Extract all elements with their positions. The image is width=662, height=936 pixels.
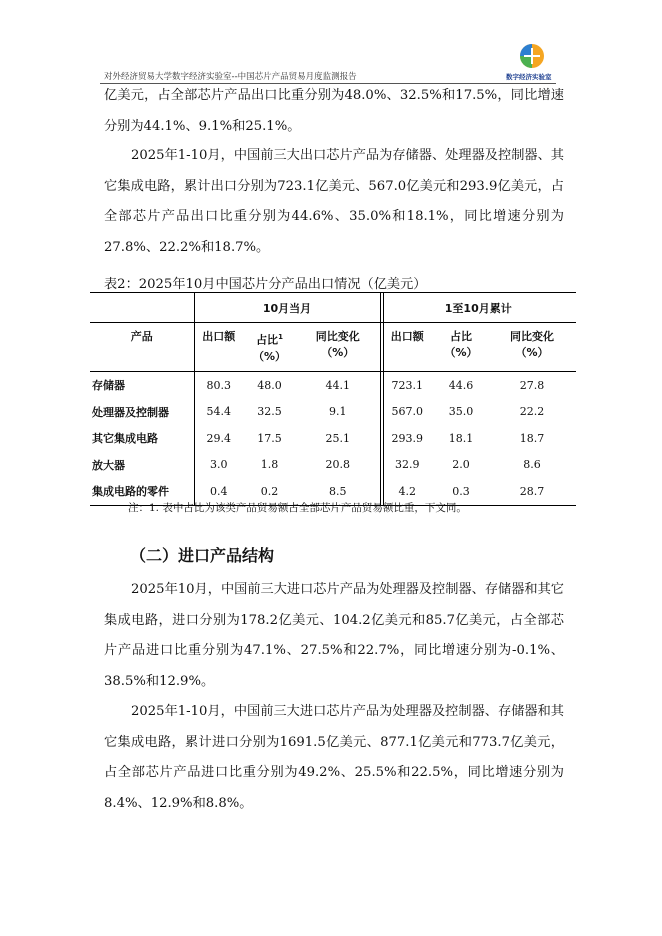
lab-logo-text: 数字经济实验室: [506, 73, 552, 81]
paragraph-export-cumulative: 2025年1-10月，中国前三大出口芯片产品为存储器、处理器及控制器、其它集成电路，累计出口分别为723.1亿美元、567.0亿美元和293.9亿美元，占全部芯片产品出口比重分别为44.6%、35.0%和18.1%，同比增速分别为27.8%、22.2%和18.7%。: [104, 148, 564, 255]
group-header-month: 10月当月: [194, 293, 380, 323]
table-header-blank: [90, 293, 194, 323]
export-table: [90, 292, 576, 506]
table-caption: 表2：2025年10月中国芯片分产品出口情况（亿美元）: [104, 277, 427, 292]
table-row: 存储器 80.3 48.0 44.1 723.1 44.6 27.8: [90, 372, 576, 399]
group-header-cumulative: 1至10月累计: [380, 293, 576, 323]
table-row: 其它集成电路 29.4 17.5 25.1 293.9 18.1 18.7: [90, 425, 576, 452]
table-note: 注：1. 表中占比为该类产品贸易额占全部芯片产品贸易额比重，下文同。: [128, 502, 467, 514]
report-header-title: 对外经济贸易大学数字经济实验室--中国芯片产品贸易月度监测报告: [104, 72, 357, 82]
col-header-yoy: 同比变化 （%）: [296, 323, 380, 372]
table-row: 处理器及控制器 54.4 32.5 9.1 567.0 35.0 22.2: [90, 399, 576, 426]
table-row: 集成电路的零件 0.4 0.2 8.5 4.2 0.3 28.7: [90, 478, 576, 505]
col-header-share: 占比$^1$ （%）: [243, 323, 296, 372]
col-header-export: 出口额: [194, 323, 243, 372]
paragraph-import-month: 2025年10月，中国前三大进口芯片产品为处理器及控制器、存储器和其它集成电路，进口分别为178.2亿美元、104.2亿美元和85.7亿美元，占全部芯片产品进口比重分别为47.1%、27.5%和22.7%，同比增速分别为-0.1%、38.5%和12.9%。: [104, 582, 564, 689]
paragraph-continued: 亿美元，占全部芯片产品出口比重分别为48.0%、32.5%和17.5%，同比增速分别为44.1%、9.1%和25.1%。: [104, 88, 564, 134]
section-title: （二）进口产品结构: [130, 546, 275, 565]
paragraph-import-cumulative: 2025年1-10月，中国前三大进口芯片产品为处理器及控制器、存储器和其它集成电路，累计进口分别为1691.5亿美元、877.1亿美元和773.7亿美元，占全部芯片产品进口比重分别为49.2%、25.5%和22.5%，同比增速分别为8.4%、12.9%和8.8%。: [104, 704, 564, 811]
col-header-share-cum: 占比 （%）: [434, 323, 488, 372]
table-row: 放大器 3.0 1.8 20.8 32.9 2.0 8.6: [90, 452, 576, 479]
col-header-export-cum: 出口额: [380, 323, 434, 372]
col-header-product: 产品: [90, 323, 194, 372]
col-header-yoy-cum: 同比变化 （%）: [488, 323, 576, 372]
